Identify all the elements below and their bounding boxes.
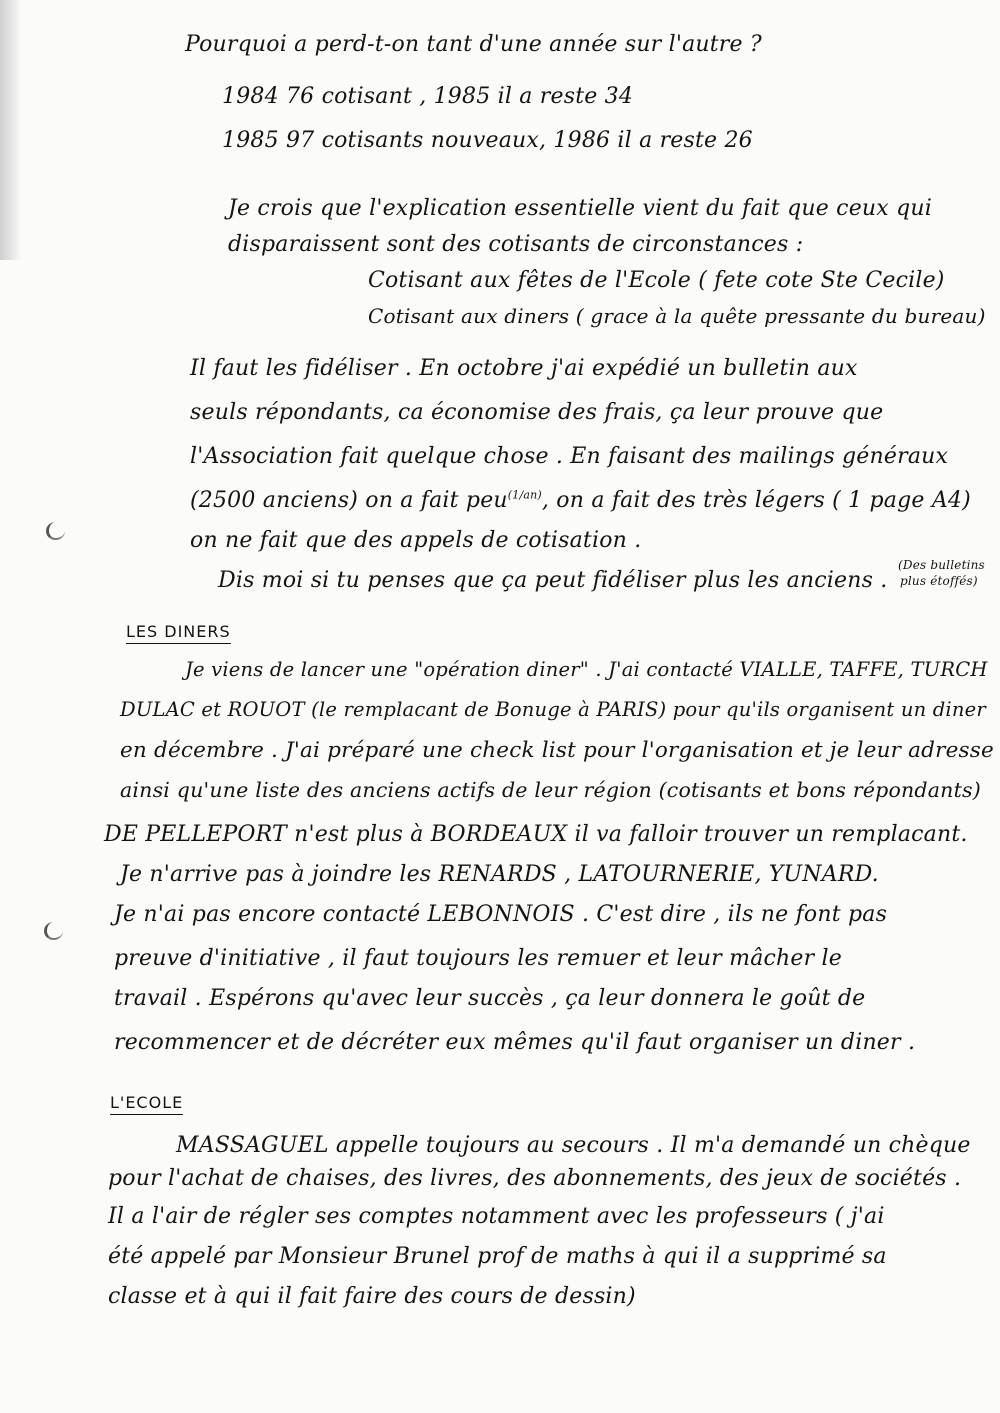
margin-note: (Des bulletins: [898, 558, 985, 572]
paragraph-line: l'Association fait quelque chose . En faisant des mailings généraux: [190, 444, 949, 469]
paragraph-line: disparaissent sont des cotisants de circonstances :: [228, 232, 804, 257]
paragraph-line: seuls répondants, ca économise des frais, ça leur prouve que: [190, 400, 884, 425]
paragraph-line: [190, 488, 971, 513]
paragraph-line: Je n'ai pas encore contacté LEBONNOIS . C'est dire , ils ne font pas: [114, 902, 888, 927]
paragraph-line: Il faut les fidéliser . En octobre j'ai expédié un bulletin aux: [190, 356, 858, 381]
paragraph-line: Je crois que l'explication essentielle vient du fait que ceux qui: [228, 196, 932, 221]
paragraph-line: DE PELLEPORT n'est plus à BORDEAUX il va falloir trouver un remplacant.: [104, 822, 968, 847]
stats-line-1984: 1984 76 cotisant , 1985 il a reste 34: [222, 84, 634, 109]
paragraph-line: on ne fait que des appels de cotisation .: [190, 528, 642, 553]
list-item-line: Cotisant aux diners ( grace à la quête pressante du bureau): [368, 304, 986, 328]
paragraph-line: ainsi qu'une liste des anciens actifs de leur région (cotisants et bons répondants): [120, 778, 981, 802]
paragraph-line: recommencer et de décréter eux mêmes qu'il faut organiser un diner .: [114, 1030, 916, 1055]
paragraph-line: Je n'arrive pas à joindre les RENARDS , LATOURNERIE, YUNARD.: [120, 862, 879, 887]
paragraph-line: Il a l'air de régler ses comptes notamment avec les professeurs ( j'ai: [108, 1204, 885, 1229]
section-heading-diners: LES DINERS: [126, 622, 231, 644]
paragraph-line: preuve d'initiative , il faut toujours les remuer et leur mâcher le: [114, 946, 842, 971]
paragraph-line: MASSAGUEL appelle toujours au secours . Il m'a demandé un chèque: [176, 1133, 971, 1158]
list-item-line: Cotisant aux fêtes de l'Ecole ( fete cote Ste Cecile): [368, 268, 945, 293]
punch-hole-mark-bottom: [44, 922, 63, 940]
paragraph-line: Dis moi si tu penses que ça peut fidéliser plus les anciens .: [218, 568, 888, 593]
paragraph-line: Je viens de lancer une "opération diner" . J'ai contacté VIALLE, TAFFE, TURCH: [185, 658, 988, 681]
paragraph-line: pour l'achat de chaises, des livres, des abonnements, des jeux de sociétés .: [108, 1166, 962, 1191]
paragraph-line: en décembre . J'ai préparé une check list pour l'organisation et je leur adresse: [120, 738, 994, 763]
paragraph-text: (2500 anciens) on a fait peu: [190, 488, 508, 513]
page-fold-shadow: [0, 0, 22, 260]
stats-line-1985: 1985 97 cotisants nouveaux, 1986 il a reste 26: [222, 128, 753, 153]
margin-note: plus étoffés): [900, 574, 978, 588]
paragraph-text: , on a fait des très légers ( 1 page A4): [541, 488, 971, 513]
superscript-note: (1/an): [507, 488, 542, 502]
paragraph-line: classe et à qui il fait faire des cours de dessin): [108, 1284, 636, 1309]
section-heading-ecole: L'ECOLE: [110, 1093, 183, 1115]
paragraph-line: été appelé par Monsieur Brunel prof de maths à qui il a supprimé sa: [108, 1244, 887, 1269]
paragraph-line: DULAC et ROUOT (le remplacant de Bonuge à PARIS) pour qu'ils organisent un diner: [120, 698, 986, 721]
paragraph-line: travail . Espérons qu'avec leur succès , ça leur donnera le goût de: [114, 986, 866, 1011]
punch-hole-mark-top: [46, 522, 65, 540]
question-line: Pourquoi a perd-t-on tant d'une année sur l'autre ?: [185, 32, 762, 57]
